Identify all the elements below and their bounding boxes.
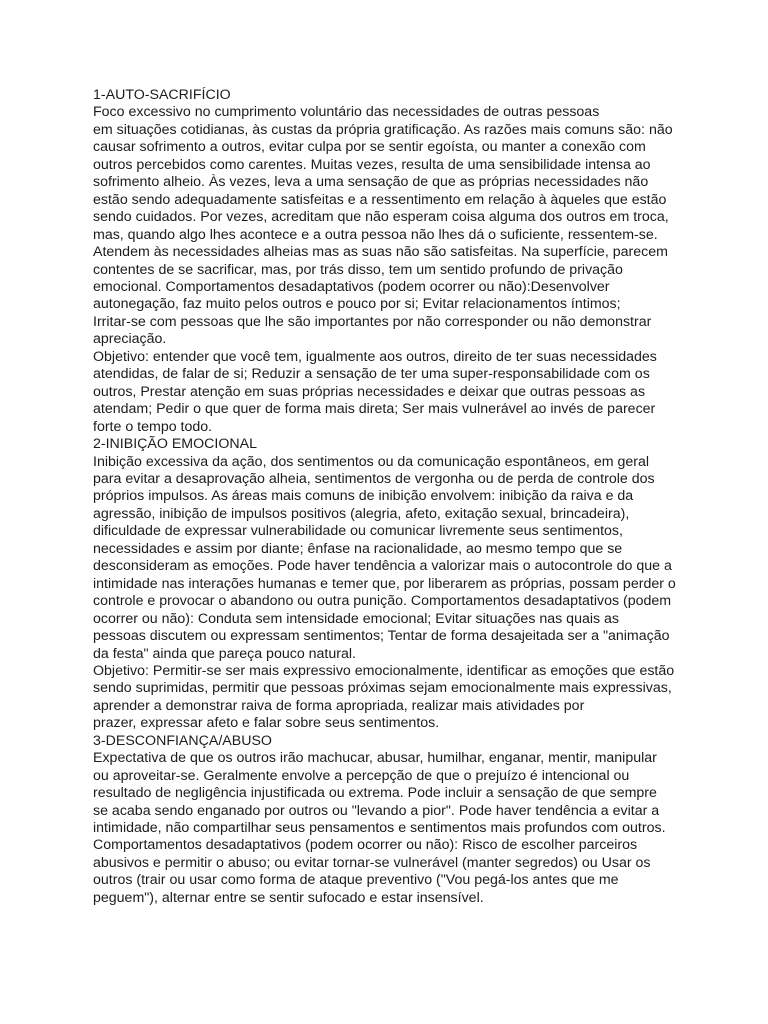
section-heading: 2-INIBIÇÃO EMOCIONAL: [93, 436, 257, 453]
text-line: Atendem às necessidades alheias mas as suas não são satisfeitas. Na superfície, parecem: [93, 244, 668, 261]
text-line: intimidade nas interações humanas e temer que, por liberarem as próprias, possam perder o: [93, 575, 676, 592]
text-line: Irritar-se com pessoas que lhe são importantes por não corresponder ou não demonstrar: [93, 313, 652, 330]
text-line: intimidade, não compartilhar seus pensamentos e sentimentos mais profundos com outros.: [93, 820, 666, 837]
text-line: necessidades e assim por diante; ênfase na racionalidade, ao mesmo tempo que se: [93, 540, 623, 557]
text-line: agressão, inibição de impulsos positivos (alegria, afeto, exitação sexual, brincadeira),: [93, 505, 630, 522]
text-line: Comportamentos desadaptativos (podem ocorrer ou não): Risco de escolher parceiros: [93, 837, 638, 854]
text-line: estão sendo adequadamente satisfeitas e a ressentimento em relação à àqueles que estão: [93, 191, 667, 208]
text-line: Inibição excessiva da ação, dos sentimentos ou da comunicação espontâneos, em geral: [93, 453, 650, 470]
text-line: mas, quando algo lhes acontece e a outra pessoa não lhes dá o suficiente, ressentem-se.: [93, 226, 658, 243]
text-line: atendidas, de falar de si; Reduzir a sensação de ter uma super-responsabilidade com os: [93, 366, 650, 383]
text-line: controle e provocar o abandono ou outra punição. Comportamentos desadaptativos (podem: [93, 593, 672, 610]
text-line: dificuldade de expressar vulnerabilidade ou comunicar livremente seus sentimentos,: [93, 523, 623, 540]
text-line: emocional. Comportamentos desadaptativos (podem ocorrer ou não):Desenvolver: [93, 278, 610, 295]
text-line: Objetivo: entender que você tem, igualmente aos outros, direito de ter suas necessidades: [93, 348, 657, 365]
text-line: forte o tempo todo.: [93, 418, 213, 435]
text-line: causar sofrimento a outros, evitar culpa por se sentir egoísta, ou manter a conexão com: [93, 139, 646, 156]
text-line: ocorrer ou não): Conduta sem intensidade emocional; Evitar situações nas quais as: [93, 610, 620, 627]
text-line: autonegação, faz muito pelos outros e pouco por si; Evitar relacionamentos íntimos;: [93, 296, 621, 313]
text-line: sofrimento alheio. Às vezes, leva a uma sensação de que as próprias necessidades não: [93, 174, 649, 191]
text-line: resultado de negligência injustificada ou extrema. Pode incluir a sensação de que sempre: [93, 785, 657, 802]
text-line: se acaba sendo enganado por outros ou "levando a pior". Pode haver tendência a evitar a: [93, 802, 660, 819]
text-line: outros (trair ou usar como forma de ataque preventivo ("Vou pegá-los antes que me: [93, 872, 619, 889]
text-line: peguem"), alternar entre se sentir sufocado e estar insensível.: [93, 889, 484, 906]
text-line: Objetivo: Permitir-se ser mais expressivo emocionalmente, identificar as emoções que estão: [93, 662, 675, 679]
text-line: abusivos e permitir o abuso; ou evitar tornar-se vulnerável (manter segredos) ou Usar os: [93, 854, 651, 871]
section-heading: 1-AUTO-SACRIFÍCIO: [93, 87, 231, 103]
text-line: prazer, expressar afeto e falar sobre seus sentimentos.: [93, 715, 440, 732]
text-line: sendo cuidados. Por vezes, acreditam que não esperam coisa alguma dos outros em troca,: [93, 209, 669, 226]
text-line: atendam; Pedir o que quer de forma mais direta; Ser mais vulnerável ao invés de parecer: [93, 401, 656, 418]
text-line: apreciação.: [93, 331, 167, 348]
text-line: Foco excessivo no cumprimento voluntário das necessidades de outras pessoas: [93, 104, 600, 121]
document-page: [93, 87, 685, 907]
text-line: aprender a demonstrar raiva de forma apropriada, realizar mais atividades por: [93, 697, 585, 714]
text-line: em situações cotidianas, às custas da própria gratificação. As razões mais comuns são: não: [93, 121, 673, 138]
text-line: desconsideram as emoções. Pode haver tendência a valorizar mais o autocontrole do que a: [93, 558, 672, 575]
text-line: contentes de se sacrificar, mas, por trás disso, tem um sentido profundo de privação: [93, 261, 623, 278]
text-line: Expectativa de que os outros irão machucar, abusar, humilhar, enganar, mentir, manipular: [93, 750, 657, 767]
text-line: da festa" ainda que pareça pouco natural.: [93, 645, 356, 662]
section-heading: 3-DESCONFIANÇA/ABUSO: [93, 732, 272, 749]
text-line: próprios impulsos. As áreas mais comuns de inibição envolvem: inibição da raiva e da: [93, 488, 634, 505]
text-line: ou aproveitar-se. Geralmente envolve a percepção de que o prejuízo é intencional ou: [93, 767, 630, 784]
text-line: pessoas discutem ou expressam sentimentos; Tentar de forma desajeitada ser a "animação: [93, 628, 670, 645]
text-line: para evitar a desaprovação alheia, sentimentos de vergonha ou de perda de controle dos: [93, 470, 655, 487]
text-line: outros percebidos como carentes. Muitas vezes, resulta de uma sensibilidade intensa ao: [93, 156, 651, 173]
text-line: outros, Prestar atenção em suas próprias necessidades e deixar que outras pessoas as: [93, 383, 646, 400]
text-line: sendo suprimidas, permitir que pessoas próximas sejam emocionalmente mais expressivas,: [93, 680, 672, 697]
